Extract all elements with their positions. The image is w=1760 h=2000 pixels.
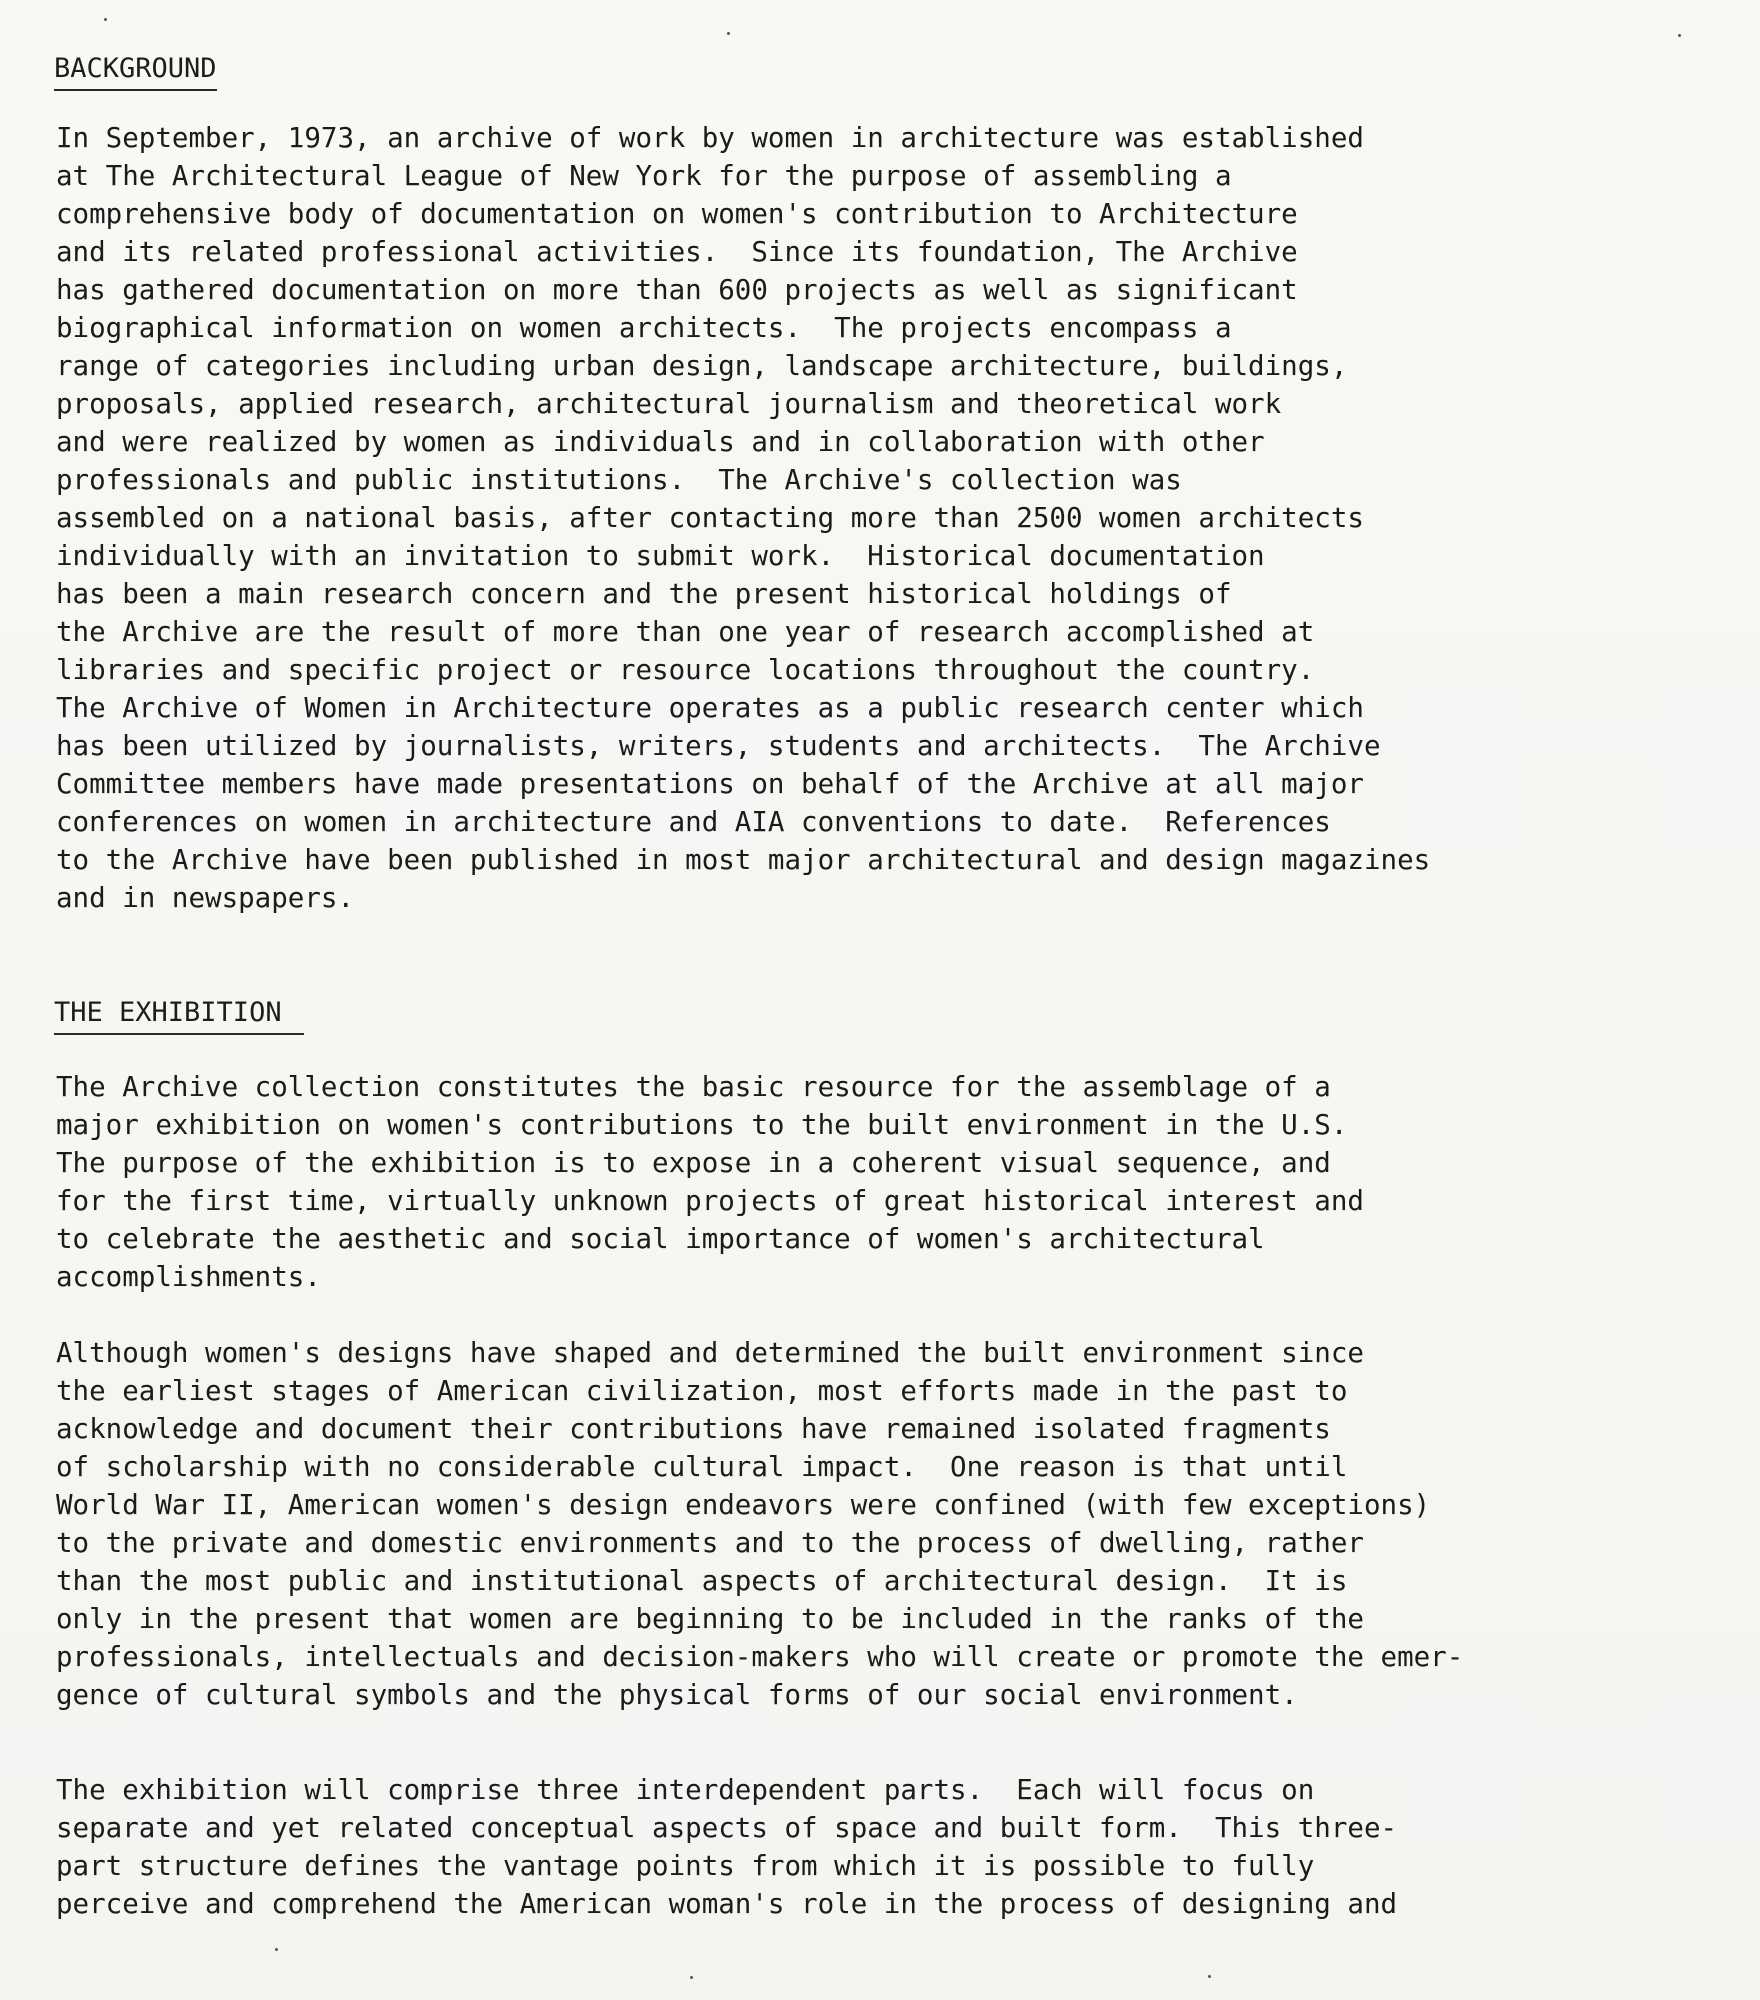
text-line: at The Architectural League of New York for the purpose of assembling a — [56, 160, 1232, 192]
text-line: the Archive are the result of more than one year of research accomplished at — [56, 616, 1315, 648]
text-line: part structure defines the vantage points from which it is possible to fully — [56, 1850, 1315, 1882]
background-paragraph — [56, 119, 1430, 917]
text-line: The Archive collection constitutes the basic resource for the assemblage of a — [56, 1071, 1331, 1103]
text-line: The purpose of the exhibition is to expose in a coherent visual sequence, and — [56, 1147, 1331, 1179]
text-line: to the private and domestic environments and to the process of dwelling, rather — [56, 1527, 1364, 1559]
text-line: The Archive of Women in Architecture operates as a public research center which — [56, 692, 1364, 724]
text-line: for the first time, virtually unknown projects of great historical interest and — [56, 1185, 1364, 1217]
text-line: and in newspapers. — [56, 882, 355, 914]
exhibition-paragraph-3 — [56, 1771, 1397, 1923]
text-line: professionals and public institutions. The Archive's collection was — [56, 464, 1182, 496]
text-line: libraries and specific project or resource locations throughout the country. — [56, 654, 1315, 686]
text-line: acknowledge and document their contributions have remained isolated fragments — [56, 1413, 1331, 1445]
text-line: Although women's designs have shaped and determined the built environment since — [56, 1337, 1364, 1369]
text-line: gence of cultural symbols and the physical forms of our social environment. — [56, 1679, 1298, 1711]
text-line: separate and yet related conceptual aspects of space and built form. This three- — [56, 1812, 1398, 1844]
scan-speck — [104, 18, 107, 21]
exhibition-paragraph-2 — [56, 1334, 1463, 1714]
exhibition-heading: THE EXHIBITION — [54, 994, 304, 1035]
text-line: of scholarship with no considerable cultural impact. One reason is that until — [56, 1451, 1348, 1483]
exhibition-paragraph-1 — [56, 1068, 1364, 1296]
scan-speck — [727, 32, 730, 35]
text-line: professionals, intellectuals and decision-makers who will create or promote the emer- — [56, 1641, 1464, 1673]
text-line: major exhibition on women's contributions to the built environment in the U.S. — [56, 1109, 1348, 1141]
text-line: Committee members have made presentations on behalf of the Archive at all major — [56, 768, 1364, 800]
text-line: proposals, applied research, architectural journalism and theoretical work — [56, 388, 1282, 420]
scan-speck — [690, 1976, 693, 1979]
text-line: World War II, American women's design endeavors were confined (with few exceptions) — [56, 1489, 1431, 1521]
text-line: to the Archive have been published in most major architectural and design magazines — [56, 844, 1431, 876]
text-line: biographical information on women architects. The projects encompass a — [56, 312, 1232, 344]
text-line: and were realized by women as individuals and in collaboration with other — [56, 426, 1265, 458]
text-line: assembled on a national basis, after contacting more than 2500 women architects — [56, 502, 1364, 534]
scan-speck — [1678, 34, 1681, 37]
text-line: only in the present that women are beginning to be included in the ranks of the — [56, 1603, 1364, 1635]
text-line: range of categories including urban design, landscape architecture, buildings, — [56, 350, 1348, 382]
scan-speck — [275, 1948, 278, 1951]
scan-speck — [1208, 1975, 1211, 1978]
text-line: perceive and comprehend the American woman's role in the process of designing and — [56, 1888, 1398, 1920]
text-line: than the most public and institutional aspects of architectural design. It is — [56, 1565, 1348, 1597]
text-line: accomplishments. — [56, 1261, 321, 1293]
text-line: the earliest stages of American civilization, most efforts made in the past to — [56, 1375, 1348, 1407]
text-line: comprehensive body of documentation on women's contribution to Architecture — [56, 198, 1298, 230]
text-line: has been utilized by journalists, writers, students and architects. The Archive — [56, 730, 1381, 762]
background-heading: BACKGROUND — [54, 50, 217, 91]
text-line: to celebrate the aesthetic and social importance of women's architectural — [56, 1223, 1265, 1255]
text-line: has gathered documentation on more than 600 projects as well as significant — [56, 274, 1298, 306]
text-line: In September, 1973, an archive of work by women in architecture was established — [56, 122, 1364, 154]
text-line: has been a main research concern and the present historical holdings of — [56, 578, 1232, 610]
text-line: The exhibition will comprise three interdependent parts. Each will focus on — [56, 1774, 1315, 1806]
text-line: conferences on women in architecture and AIA conventions to date. References — [56, 806, 1331, 838]
text-line: individually with an invitation to submit work. Historical documentation — [56, 540, 1265, 572]
text-line: and its related professional activities. Since its foundation, The Archive — [56, 236, 1298, 268]
